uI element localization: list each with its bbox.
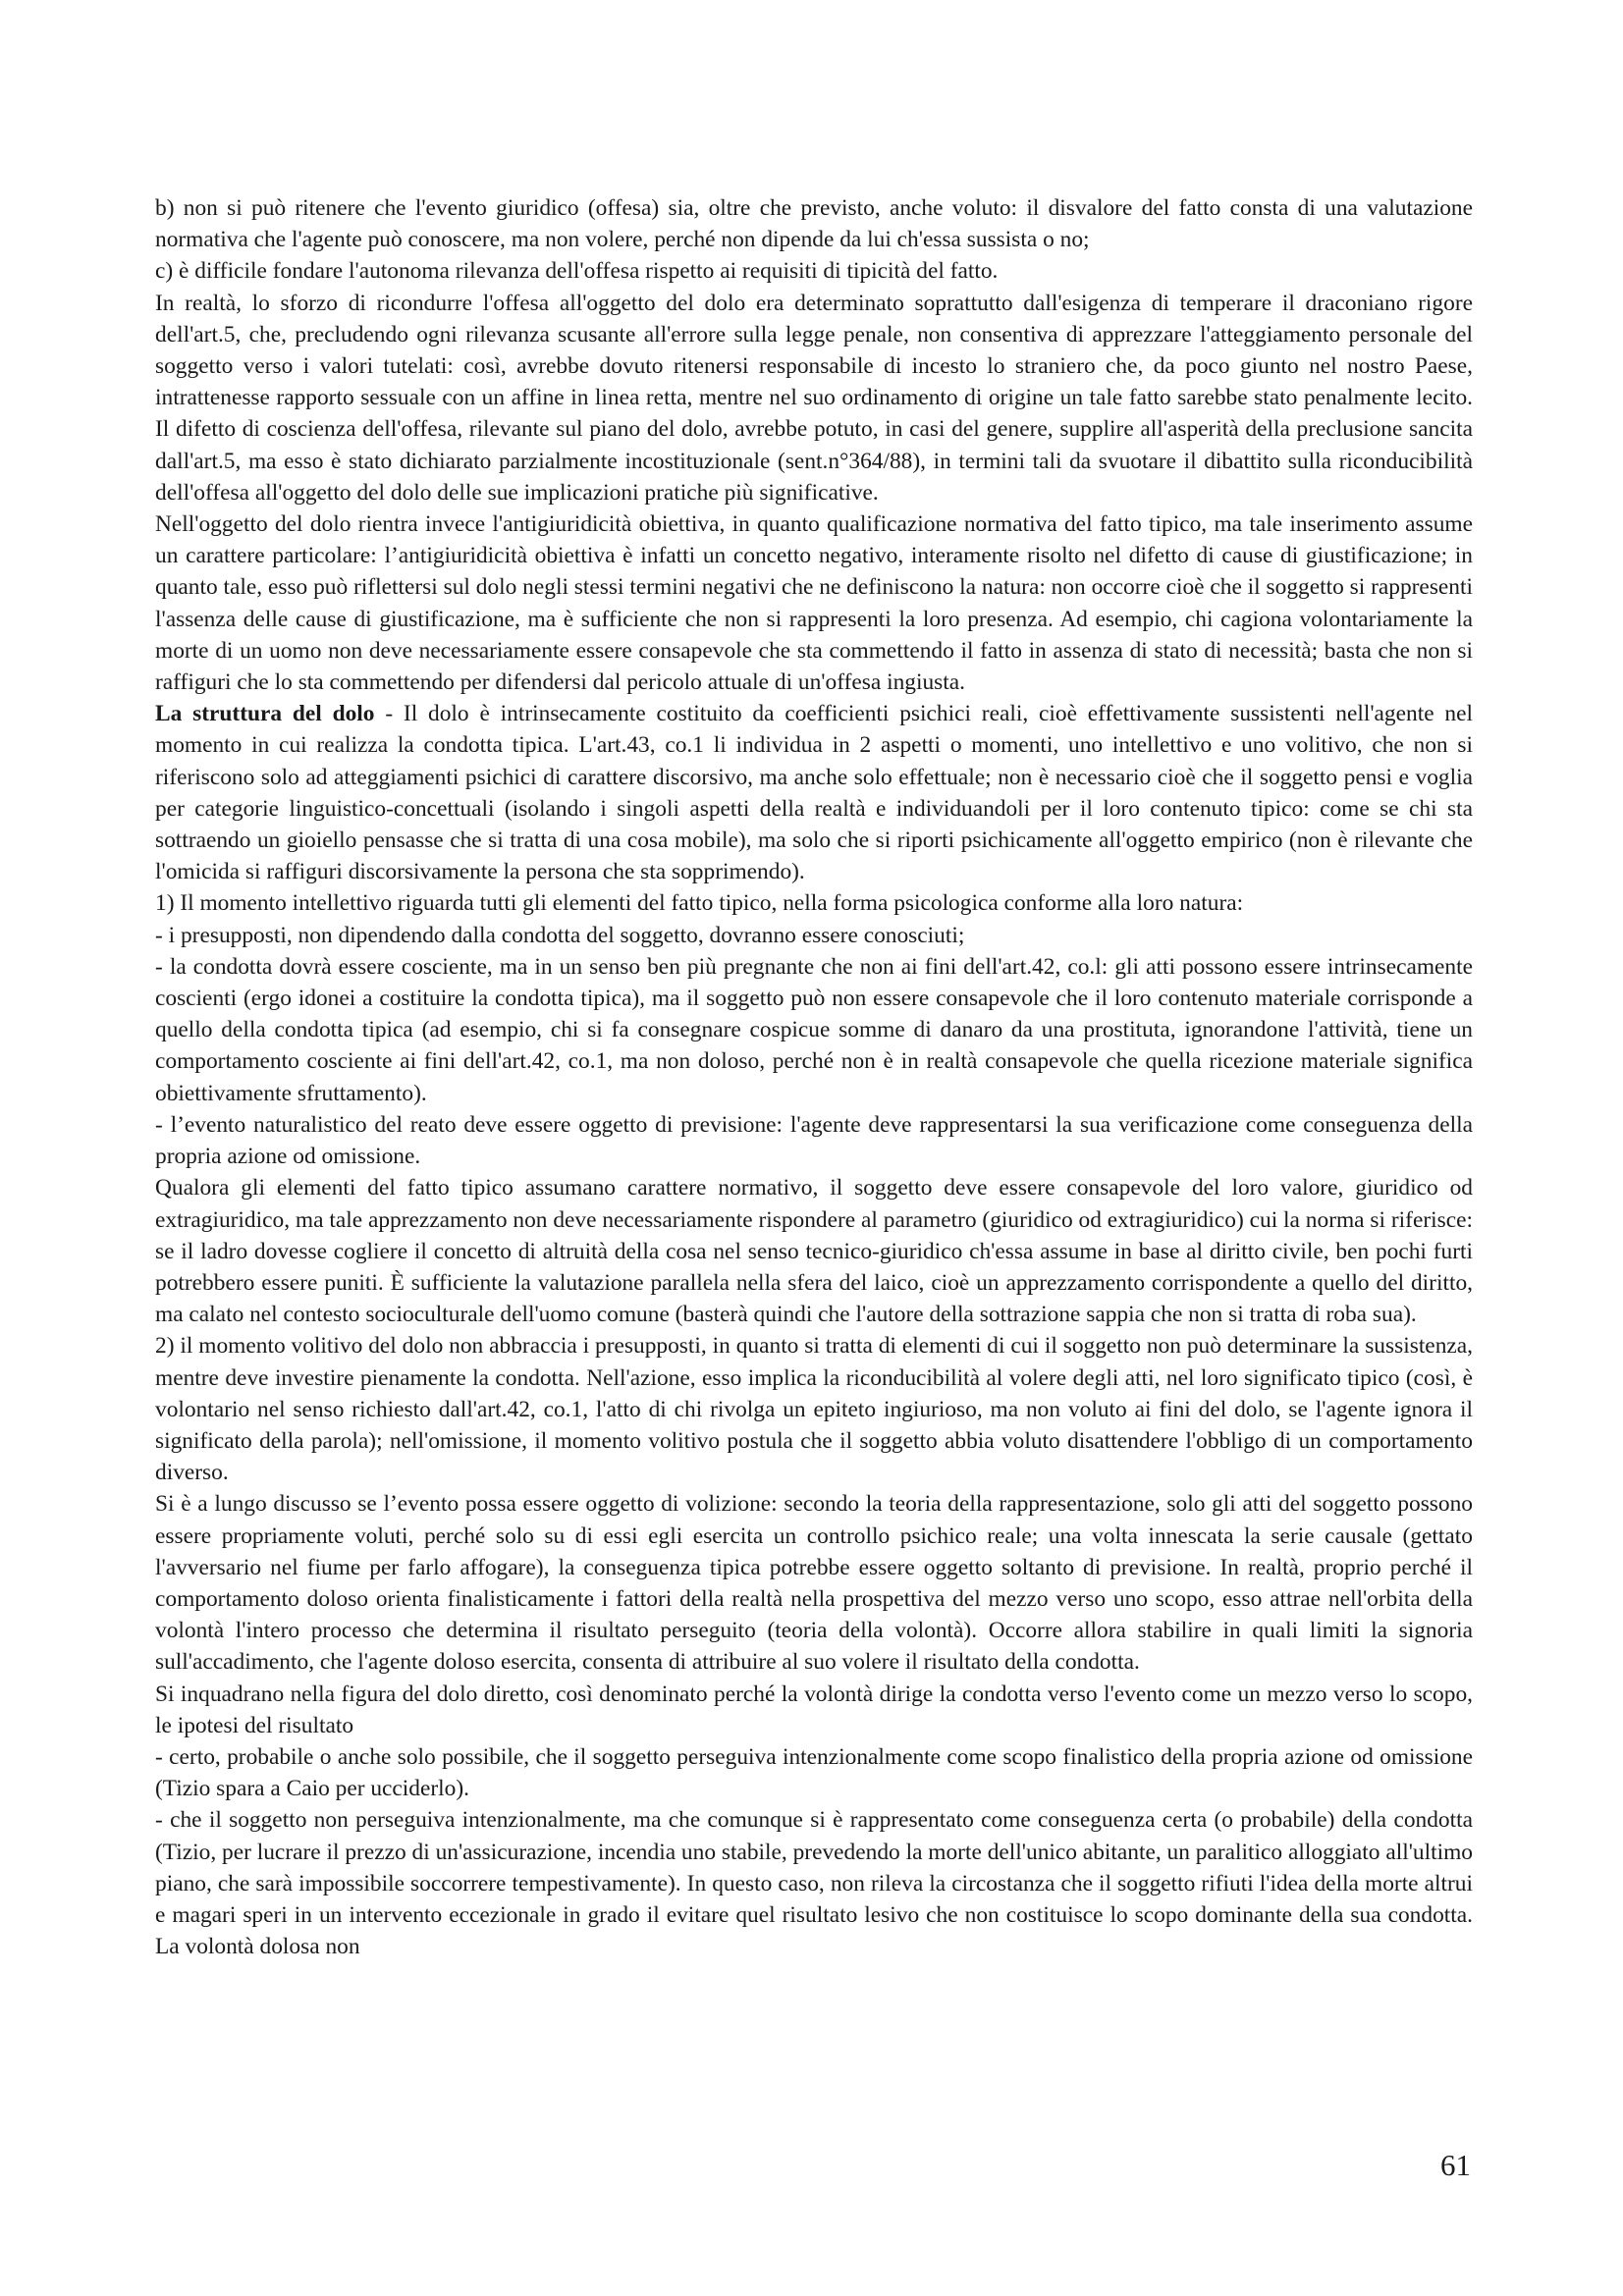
paragraph: Nell'oggetto del dolo rientra invece l'antigiuridicità obiettiva, in quanto qualificazione normativa del fatto tipico, ma tale inserimento assume un carattere particolare: l’antigiuridicità obiettiva è infatti un concetto negativo, interamente risolto nel difetto di cause di giustificazione; in quanto tale, esso può riflettersi sul dolo negli stessi termini negativi che ne definiscono la natura: non occorre cioè che il soggetto si rappresenti l'assenza delle cause di giustificazione, ma è sufficiente che non si rappresenti la loro presenza. Ad esempio, chi cagiona volontariamente la morte di un uomo non deve necessariamente essere consapevole che sta commettendo il fatto in assenza di stato di necessità; basta che non si raffiguri che lo sta commettendo per difendersi dal pericolo attuale di un'offesa ingiusta. [155,511,1473,696]
document-body [155,192,1473,1962]
section-heading: La struttura del dolo [155,701,375,727]
list-item: - certo, probabile o anche solo possibile, che il soggetto perseguiva intenzionalmente come scopo finalistico della propria azione od omissione (Tizio spara a Caio per ucciderlo). [155,1743,1473,1802]
paragraph: Si inquadrano nella figura del dolo diretto, così denominato perché la volontà dirige la condotta verso l'evento come un mezzo verso lo scopo, le ipotesi del risultato [155,1681,1473,1738]
paragraph: 1) Il momento intellettivo riguarda tutti gli elementi del fatto tipico, nella forma psicologica conforme alla loro natura: [155,890,1244,917]
paragraph: In realtà, lo sforzo di ricondurre l'offesa all'oggetto del dolo era determinato soprattutto dall'esigenza di temperare il draconiano rigore dell'art.5, che, precludendo ogni rilevanza scusante all'errore sulla legge penale, non consentiva di apprezzare l'atteggiamento personale del soggetto verso i valori tutelati: così, avrebbe dovuto ritenersi responsabile di incesto lo straniero che, da poco giunto nel nostro Paese, intrattenesse rapporto sessuale con un affine in linea retta, mentre nel suo ordinamento di origine un tale fatto sarebbe stato penalmente lecito. Il difetto di coscienza dell'offesa, rilevante sul piano del dolo, avrebbe potuto, in casi del genere, supplire all'asperità della preclusione sancita dall'art.5, ma esso è stato dichiarato parzialmente incostituzionale (sent.n°364/88), in termini tali da svuotare il dibattito sulla riconducibilità dell'offesa all'oggetto del dolo delle sue implicazioni pratiche più significative. [155,290,1473,506]
list-item: - i presupposti, non dipendendo dalla condotta del soggetto, dovranno essere conosciuti; [155,922,965,948]
paragraph: Si è a lungo discusso se l’evento possa essere oggetto di volizione: secondo la teoria della rappresentazione, solo gli atti del soggetto possono essere propriamente voluti, perché solo su di essi egli esercita un controllo psichico reale; una volta innescata la serie causale (gettato l'avversario nel fiume per farlo affogare), la conseguenza tipica potrebbe essere oggetto soltanto di previsione. In realtà, proprio perché il comportamento doloso orienta finalisticamente i fattori della realtà nella prospettiva del mezzo verso uno scopo, esso attrae nell'orbita della volontà l'intero processo che determina il risultato perseguito (teoria della volontà). Occorre allora stabilire in quali limiti la signoria sull'accadimento, che l'agente doloso esercita, consenta di attribuire al suo volere il risultato della condotta. [155,1491,1473,1676]
paragraph: c) è difficile fondare l'autonoma rilevanza dell'offesa rispetto ai requisiti di tipicità del fatto. [155,258,999,285]
paragraph: b) non si può ritenere che l'evento giuridico (offesa) sia, oltre che previsto, anche voluto: il disvalore del fatto consta di una valutazione normativa che l'agente può conoscere, ma non volere, perché non dipende da lui ch'essa sussista o no; [155,195,1473,253]
list-item: - l’evento naturalistico del reato deve essere oggetto di previsione: l'agente deve rappresentarsi la sua verificazione come conseguenza della propria azione od omissione. [155,1111,1473,1170]
list-item: - la condotta dovrà essere cosciente, ma in un senso ben più pregnante che non ai fini dell'art.42, co.l: gli atti possono essere intrinsecamente coscienti (ergo idonei a costituire la condotta tipica), ma il soggetto può non essere consapevole che il loro contenuto materiale corrisponde a quello della condotta tipica (ad esempio, chi si fa consegnare cospicue somme di danaro da una prostituta, ignorandone l'attività, tiene un comportamento cosciente ai fini dell'art.42, co.1, ma non doloso, perché non è in realtà consapevole che quella ricezione materiale significa obiettivamente sfruttamento). [155,953,1473,1106]
paragraph [155,698,1473,887]
list-item: - che il soggetto non perseguiva intenzionalmente, ma che comunque si è rappresentato come conseguenza certa (o probabile) della condotta (Tizio, per lucrare il prezzo di un'assicurazione, incendia uno stabile, prevedendo la morte dell'unico abitante, un paralitico alloggiato all'ultimo piano, che sarà impossibile soccorrere tempestivamente). In questo caso, non rileva la circostanza che il soggetto rifiuti l'idea della morte altrui e magari speri in un intervento eccezionale in grado il evitare quel risultato lesivo che non costituisce lo scopo dominante della sua condotta. La volontà dolosa non [155,1807,1474,1960]
paragraph: 2) il momento volitivo del dolo non abbraccia i presupposti, in quanto si tratta di elementi di cui il soggetto non può determinare la sussistenza, mentre deve investire pienamente la condotta. Nell'azione, esso implica la riconducibilità al volere degli atti, nel loro significato tipico (così, è volontario nel senso richiesto dall'art.42, co.1, l'atto di chi rivolga un epiteto ingiurioso, ma non voluto ai fini del dolo, se l'agente ignora il significato della parola); nell'omissione, il momento volitivo postula che il soggetto abbia voluto disattendere l'obbligo di un comportamento diverso. [155,1333,1473,1486]
paragraph: Qualora gli elementi del fatto tipico assumano carattere normativo, il soggetto deve essere consapevole del loro valore, giuridico od extragiuridico, ma tale apprezzamento non deve necessariamente rispondere al parametro (giuridico od extragiuridico) cui la norma si riferisce: se il ladro dovesse cogliere il concetto di altruità della cosa nel senso tecnico-giuridico ch'essa assume in base al diritto civile, ben pochi furti potrebbero essere puniti. È sufficiente la valutazione parallela nella sfera del laico, cioè un apprezzamento corrispondente a quello del diritto, ma calato nel contesto socioculturale dell'uomo comune (basterà quindi che l'autore della sottrazione sappia che non si tratta di roba sua). [155,1175,1473,1328]
section-text: - Il dolo è intrinsecamente costituito da coefficienti psichici reali, cioè effettivamente sussistenti nell'agente nel momento in cui realizza la condotta tipica. L'art.43, co.1 li individua in 2 aspetti o momenti, uno intellettivo e uno volitivo, che non si riferiscono solo ad atteggiamenti psichici di carattere discorsivo, ma anche solo effettuale; non è necessario cioè che il soggetto pensi e voglia per categorie linguistico-concettuali (isolando i singoli aspetti della realtà e individuandoli per il loro contenuto tipico: come se chi sta sottraendo un gioiello pensasse che si tratta di una cosa mobile), ma solo che si riporti psichicamente all'oggetto empirico (non è rilevante che l'omicida si raffiguri discorsivamente la persona che sta sopprimendo). [155,701,1473,885]
page-number: 61 [1440,2148,1471,2182]
